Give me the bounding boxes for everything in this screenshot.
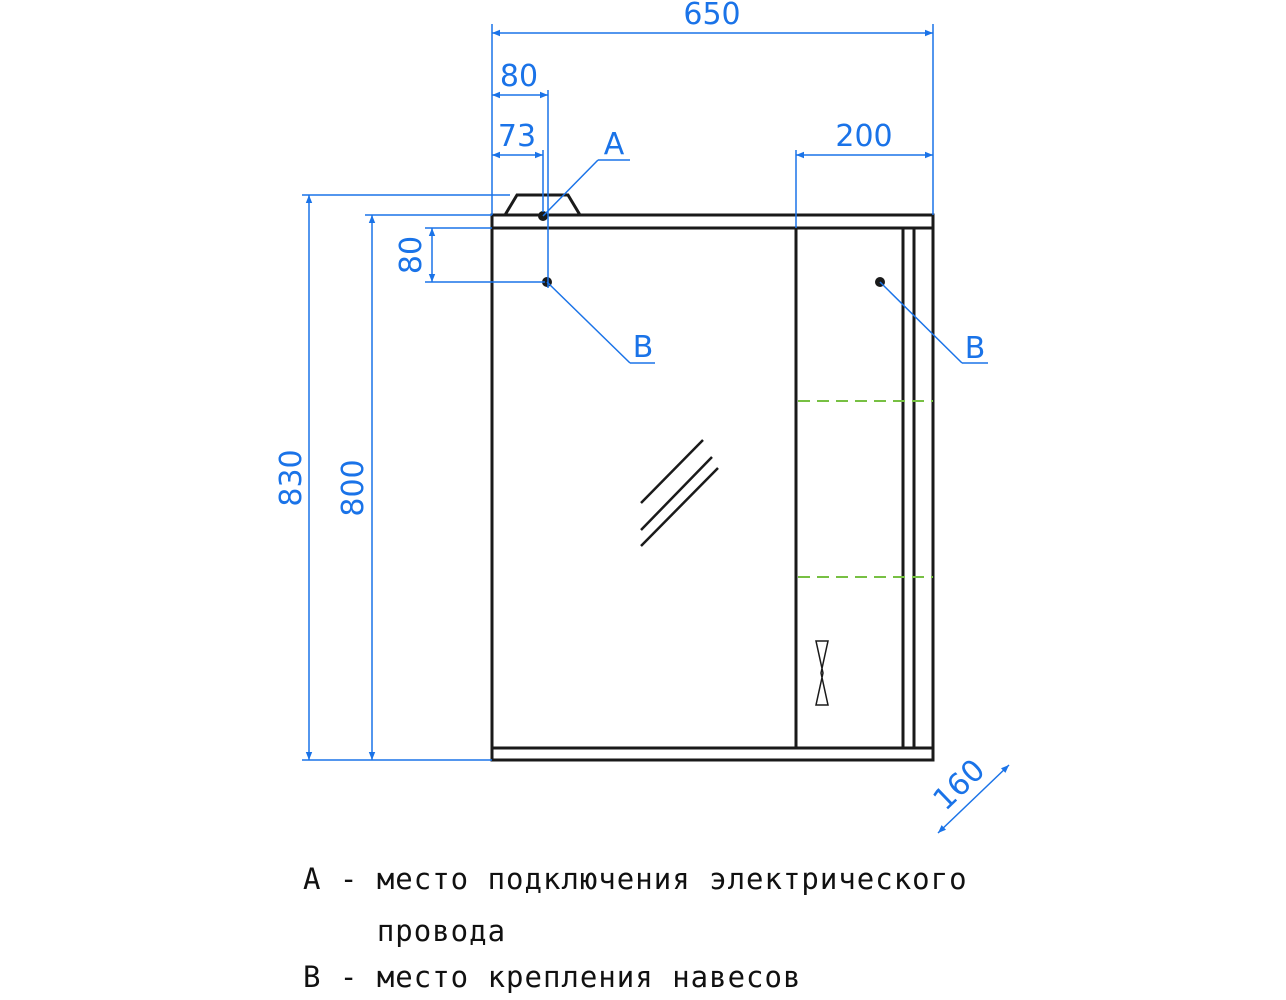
door-handle-icon bbox=[816, 641, 828, 705]
bottom-plinth bbox=[492, 748, 933, 760]
cabinet-body bbox=[492, 228, 933, 748]
leader-b-left bbox=[547, 282, 630, 363]
dim-160-label: 160 bbox=[926, 752, 993, 818]
dim-80-top-label: 80 bbox=[499, 59, 539, 94]
cabinet-outline bbox=[492, 195, 933, 760]
callout-a-label: A bbox=[603, 127, 625, 162]
leader-b-right bbox=[880, 282, 962, 363]
callout-b-left-label: B bbox=[632, 330, 654, 365]
mirror-reflection-icon bbox=[641, 440, 718, 546]
callout-b-right-label: B bbox=[964, 331, 986, 366]
dim-800-label: 800 bbox=[336, 459, 371, 517]
legend-line-b: В - место крепления навесов bbox=[303, 960, 802, 994]
legend bbox=[303, 862, 968, 998]
dim-73-label: 73 bbox=[497, 119, 537, 154]
dim-200-label: 200 bbox=[835, 119, 893, 154]
dim-650-label: 650 bbox=[683, 0, 741, 32]
top-cornice bbox=[492, 215, 933, 228]
leader-a bbox=[543, 160, 598, 216]
dim-80-left-label: 80 bbox=[394, 235, 429, 275]
mount-points bbox=[538, 211, 885, 287]
legend-line-a: А - место подключения электрического bbox=[303, 862, 968, 896]
dim-830-label: 830 bbox=[274, 449, 309, 507]
legend-line-a-cont: провода bbox=[303, 914, 507, 948]
